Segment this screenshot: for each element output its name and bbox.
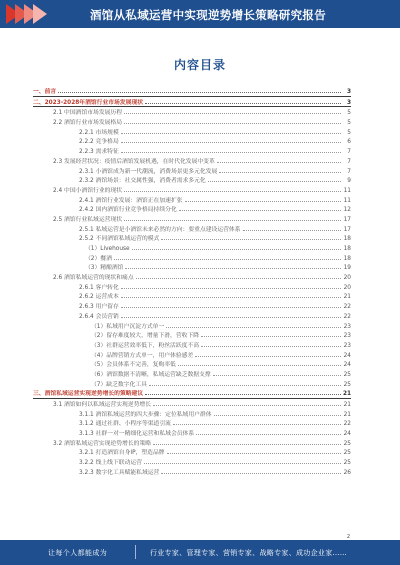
toc-leader-dots [145, 388, 341, 395]
toc-entry-page: 24 [343, 431, 351, 438]
toc-leader-dots [217, 156, 341, 163]
toc-leader-dots [149, 379, 341, 386]
toc-entry-page: 7 [347, 149, 351, 156]
toc-entry[interactable] [33, 359, 351, 369]
toc-entry-page: 25 [343, 460, 351, 467]
toc-leader-dots [208, 175, 341, 182]
toc-entry-page: 18 [343, 246, 351, 252]
toc-leader-dots [144, 457, 341, 464]
toc-leader-dots [136, 272, 341, 279]
toc-entry-page: 19 [343, 265, 351, 272]
toc-entry-page: 20 [343, 284, 351, 291]
toc-entry[interactable] [33, 311, 351, 321]
footer-band [0, 540, 400, 565]
toc-leader-dots [166, 321, 341, 328]
toc-leader-dots [185, 195, 341, 202]
toc-entry-page: 22 [343, 421, 351, 428]
toc-leader-dots [161, 467, 341, 474]
toc-entry-label: （5）会员体系不完善，复购率低 [91, 362, 176, 369]
toc-leader-dots [243, 224, 341, 231]
toc-entry-label: 2.2 酒馆行业市场发展格局 [53, 120, 123, 127]
toc-entry[interactable] [33, 379, 351, 389]
toc-entry-label: 2.5.1 私域运营是小酒馆未来必然的方向：要重点建设运营体系 [79, 226, 241, 233]
toc-entry-page: 20 [343, 275, 351, 282]
toc-entry-label: （4）品牌营销方式单一，用户体验感差 [91, 352, 194, 359]
toc-entry-label: （1）Livehouse [85, 246, 130, 252]
toc-leader-dots [121, 127, 341, 134]
toc-entry-page: 21 [343, 294, 351, 301]
toc-entry-label: 3.2.3 数字化工具赋能私域运营 [79, 469, 160, 476]
toc-leader-dots [173, 418, 341, 425]
toc-entry[interactable] [33, 399, 351, 409]
toc-entry-label: （2）留存难度较大，增量下滑，营收下降 [91, 333, 200, 340]
toc-leader-dots [201, 340, 341, 347]
page-number: 2 [346, 534, 350, 540]
table-of-contents [33, 86, 351, 477]
chevron-arrows-icon [6, 4, 42, 24]
toc-entry-page: 25 [343, 440, 351, 447]
toc-leader-dots [58, 86, 341, 93]
toc-entry-label: 2.2.2 竞争格局 [79, 139, 119, 146]
toc-entry-page: 21 [343, 391, 352, 398]
toc-entry-label: 2.4 中国小酒馆行业的现状 [53, 187, 123, 194]
toc-entry[interactable] [33, 166, 351, 176]
toc-entry-label: 2.6.2 运营成本 [79, 294, 119, 301]
toc-entry-label: 2.6.4 会员营销 [79, 313, 119, 320]
toc-entry-page: 23 [343, 342, 351, 349]
toc-entry-label: 2.6.3 用户留存 [79, 304, 119, 311]
document-title: 酒馆从私域运营中实现逆势增长策略研究报告 [90, 8, 326, 22]
toc-entry-label: 2.4.1 酒馆行业发展：酒馆正在加速扩张 [79, 197, 183, 204]
toc-entry[interactable] [33, 388, 351, 399]
toc-entry[interactable] [33, 428, 351, 438]
toc-entry[interactable] [33, 282, 351, 292]
toc-entry[interactable] [33, 340, 351, 350]
toc-entry[interactable] [33, 291, 351, 301]
toc-entry-label: 2.1 中国酒馆市场发展历程 [53, 110, 123, 117]
toc-entry-page: 25 [343, 450, 351, 457]
toc-entry[interactable] [33, 301, 351, 311]
toc-entry-label: 3.1 酒馆如何以私域运营实现逆势增长 [53, 402, 152, 408]
toc-entry-label: 2.4.2 国内酒馆行业竞争格局持续分化 [79, 207, 177, 214]
toc-entry-label: 3.2.1 打造酒馆自身IP，塑造品牌 [79, 450, 165, 457]
toc-entry[interactable] [33, 175, 351, 185]
toc-entry-page: 17 [343, 226, 351, 233]
toc-entry-label: 3.2.2 线上线下联动运营 [79, 460, 142, 467]
toc-leader-dots [121, 291, 341, 298]
toc-entry-page: 22 [343, 313, 351, 320]
toc-entry[interactable] [33, 369, 351, 379]
toc-entry-page: 5 [347, 120, 351, 127]
toc-entry-page: 25 [343, 371, 351, 378]
toc-entry-page: 22 [343, 304, 351, 311]
toc-entry[interactable] [33, 457, 351, 467]
toc-entry-page: 11 [343, 187, 351, 194]
toc-leader-dots [124, 117, 341, 124]
footer-divider [135, 545, 136, 559]
toc-entry[interactable] [33, 253, 351, 263]
toc-entry[interactable] [33, 233, 351, 243]
toc-entry[interactable] [33, 185, 351, 195]
toc-entry-page: 5 [347, 129, 351, 136]
toc-entry[interactable] [33, 262, 351, 272]
toc-entry-label: （2）餐酒 [85, 255, 112, 262]
toc-leader-dots [153, 399, 341, 406]
toc-leader-dots [196, 428, 341, 435]
toc-entry[interactable] [33, 86, 351, 97]
toc-leader-dots [121, 301, 341, 308]
toc-entry[interactable] [33, 321, 351, 331]
toc-entry-label: 2.3.1 小酒馆成为新一代潮流，消费场景更多元化发展 [79, 168, 218, 175]
toc-leader-dots [179, 204, 341, 211]
toc-entry-page: 7 [347, 168, 351, 175]
toc-leader-dots [124, 185, 341, 192]
toc-entry-label: 2.6 酒馆私域运营的现状和痛点 [53, 275, 134, 282]
toc-leader-dots [121, 136, 341, 143]
toc-entry-label: 3.1.3 社群一对一精细化运营和私域会员体系 [79, 431, 195, 438]
toc-entry-page: 26 [343, 469, 351, 476]
toc-entry-label: 2.5 酒馆行业私域运营现状 [53, 216, 123, 223]
toc-entry-label: 2.2.1 市场规模 [79, 129, 119, 136]
toc-leader-dots [114, 253, 341, 260]
toc-entry-label: 3.1.2 通过社群、小程序等渠道引流 [79, 421, 171, 428]
toc-leader-dots [213, 369, 341, 376]
toc-leader-dots [121, 282, 341, 289]
toc-entry-page: 3 [346, 99, 351, 106]
toc-entry-label: 2.6.1 客户转化 [79, 284, 119, 291]
toc-leader-dots [124, 107, 341, 114]
toc-entry-page: 23 [343, 323, 351, 330]
toc-entry-page: 3 [346, 89, 351, 95]
toc-entry[interactable] [33, 97, 351, 108]
toc-entry-label: （1）私域用户沉淀方式单一 [91, 323, 165, 330]
footer-slogan-left: 让每个人都能成为 [48, 549, 108, 557]
toc-entry[interactable] [33, 204, 351, 214]
toc-entry-page: 12 [343, 207, 351, 214]
toc-entry-page: 17 [343, 216, 351, 223]
toc-entry[interactable] [33, 136, 351, 146]
toc-entry[interactable] [33, 243, 351, 253]
footer-slogan-right: 行业专家、管理专家、营销专家、战略专家、成功企业家…… [150, 549, 348, 557]
toc-entry[interactable] [33, 330, 351, 340]
toc-entry[interactable] [33, 438, 351, 448]
toc-leader-dots [145, 97, 341, 104]
toc-leader-dots [214, 409, 341, 416]
toc-entry[interactable] [33, 467, 351, 477]
toc-entry[interactable] [33, 418, 351, 428]
toc-entry-page: 18 [343, 236, 351, 243]
toc-entry[interactable] [33, 409, 351, 419]
toc-entry-label: 3.2 酒馆私域运营实现逆势增长的策略 [53, 440, 152, 447]
toc-entry[interactable] [33, 146, 351, 156]
toc-entry-page: 21 [343, 411, 351, 418]
toc-entry-page: 18 [343, 255, 351, 262]
toc-entry-page: 25 [343, 381, 351, 388]
toc-entry[interactable] [33, 224, 351, 234]
toc-entry[interactable] [33, 214, 351, 224]
toc-entry-page: 11 [343, 197, 351, 204]
toc-leader-dots [124, 214, 341, 221]
toc-leader-dots [219, 166, 341, 173]
toc-entry-label: 2.3 发展经营状况：疫情后酒馆发展机遇，在时代化发展中变革 [53, 158, 215, 165]
toc-entry[interactable] [33, 350, 351, 360]
toc-entry-label: （6）酒馆数据不清晰，私域运营缺乏数据支撑 [91, 371, 211, 378]
toc-heading: 内容目录 [173, 58, 226, 72]
header-band [0, 0, 400, 28]
toc-leader-dots [201, 330, 341, 337]
toc-entry[interactable] [33, 447, 351, 457]
toc-leader-dots [132, 243, 341, 250]
toc-entry-label: 一、前言 [33, 89, 57, 95]
toc-entry-label: （3）精酿酒馆 [85, 265, 124, 272]
toc-entry-label: 2.2.3 需求特征 [79, 149, 119, 156]
toc-entry[interactable] [33, 117, 351, 127]
toc-entry-label: 三、酒馆私域运营实现逆势增长的策略建议 [33, 391, 144, 398]
toc-entry-page: 5 [347, 110, 351, 117]
toc-entry-page: 7 [347, 158, 351, 165]
toc-entry-page: 24 [343, 362, 351, 369]
toc-entry-label: （3）社群运营效率低下，粉丝活跃度不高 [91, 342, 200, 349]
toc-leader-dots [121, 311, 341, 318]
toc-entry-page: 21 [343, 402, 351, 408]
toc-entry[interactable] [33, 156, 351, 166]
toc-leader-dots [121, 146, 341, 153]
toc-entry-label: 2.3.2 酒馆场景：社交属性强，消费者需求多元化 [79, 178, 206, 185]
toc-entry[interactable] [33, 272, 351, 282]
toc-entry-label: 二、2023-2028年酒馆行业市场发展现状 [33, 99, 144, 106]
toc-entry[interactable] [33, 107, 351, 117]
toc-entry-label: 3.1.1 酒馆私域运营的四大步骤：定位私域用户群体 [79, 411, 212, 418]
toc-entry-page: 6 [347, 139, 351, 146]
toc-entry-page: 23 [343, 333, 351, 340]
toc-entry[interactable] [33, 127, 351, 137]
toc-entry[interactable] [33, 195, 351, 205]
toc-entry-label: 2.5.2 不同酒馆私域运营的模式 [79, 236, 160, 243]
toc-leader-dots [167, 447, 341, 454]
toc-leader-dots [125, 262, 341, 269]
toc-entry-page: 24 [343, 352, 351, 359]
toc-leader-dots [153, 438, 341, 445]
toc-entry-page: 9 [347, 178, 351, 185]
toc-leader-dots [195, 350, 341, 357]
toc-entry-label: （7）缺乏数字化工具 [91, 381, 147, 388]
toc-leader-dots [178, 359, 341, 366]
toc-leader-dots [161, 233, 341, 240]
